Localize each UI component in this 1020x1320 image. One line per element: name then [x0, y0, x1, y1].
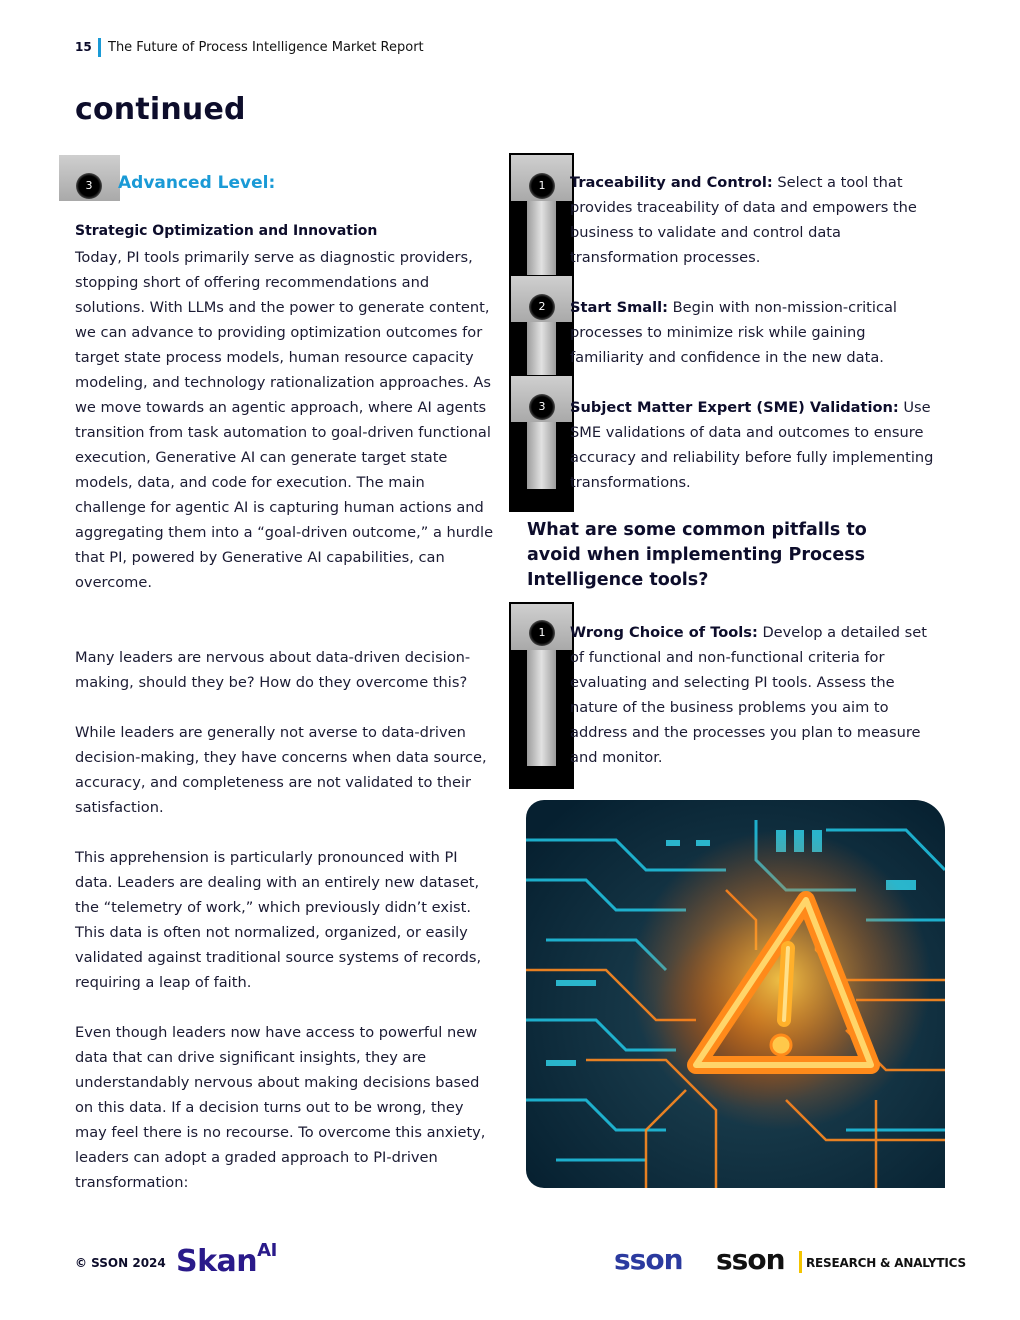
- list-item: [570, 620, 940, 770]
- list-number: 3: [529, 394, 555, 420]
- header-divider: [98, 38, 101, 57]
- warning-circuit-image: [526, 800, 945, 1188]
- level-badge: [59, 155, 120, 201]
- list-item-text: Select a tool that provides traceability of data and empowers the business to validate and control data transformation processes.: [570, 174, 917, 266]
- list-item-title: Subject Matter Expert (SME) Validation:: [570, 399, 899, 416]
- list-item-title: Start Small:: [570, 299, 668, 316]
- report-title: The Future of Process Intelligence Market Report: [108, 40, 424, 55]
- list-number: 1: [529, 620, 555, 646]
- number-tab: [511, 276, 572, 322]
- skan-logo: [176, 1240, 277, 1279]
- bar-segment: [527, 422, 556, 489]
- list-number: 1: [529, 173, 555, 199]
- numbered-list-bar: [509, 153, 574, 512]
- list-item-title: Traceability and Control:: [570, 174, 773, 191]
- list-item-text: Use SME validations of data and outcomes to ensure accuracy and reliability before fully implementing transformations.: [570, 399, 934, 491]
- list-item-title: Wrong Choice of Tools:: [570, 624, 758, 641]
- level-number: 3: [76, 173, 102, 199]
- list-item: [570, 295, 940, 370]
- bar-segment: [527, 199, 556, 275]
- section-title: Advanced Level:: [118, 173, 276, 193]
- list-item: [570, 395, 940, 495]
- copyright: © SSON 2024: [75, 1256, 166, 1270]
- bar-segment: [527, 322, 556, 375]
- sson-logo: sson: [614, 1243, 683, 1276]
- list-item-text: Develop a detailed set of functional and non-functional criteria for evaluating and selecting PI tools. Assess the nature of the business problems you aim to address and the processes you plan to measure and monitor.: [570, 624, 927, 766]
- number-tab: [511, 604, 572, 650]
- page-title: continued: [75, 92, 246, 127]
- subheading: Strategic Optimization and Innovation: [75, 223, 378, 239]
- question-heading: What are some common pitfalls to avoid when implementing Process Intelligence tools?: [527, 520, 867, 590]
- numbered-list-bar: [509, 602, 574, 789]
- paragraph-4: This apprehension is particularly pronounced with PI data. Leaders are dealing with an entirely new dataset, the “telemetry of work,” which previously didn’t exist. This data is often not normalized, organized, or easily validated against traditional source systems of records, requiring a leap of faith.: [75, 849, 482, 991]
- research-analytics-label: RESEARCH & ANALYTICS: [806, 1256, 966, 1270]
- list-item-text: Begin with non-mission-critical processes to minimize risk while gaining familiarity and confidence in the new data.: [570, 299, 897, 366]
- list-item: [570, 170, 940, 270]
- number-tab: [511, 376, 572, 422]
- sson-research-logo: sson: [716, 1243, 785, 1276]
- paragraph-1: Today, PI tools primarily serve as diagnostic providers, stopping short of offering recommendations and solutions. With LLMs and the power to generate content, we can advance to providing optimization outcomes for target state process models, human resource capacity modeling, and technology rationalization approaches. As we move towards an agentic approach, where AI agents transition from task automation to goal-driven functional execution, Generative AI can generate target state models, data, and code for execution. The main challenge for agentic AI is capturing human actions and aggregating them into a “goal-driven outcome,” a hurdle that PI, powered by Generative AI capabilities, can overcome.: [75, 249, 494, 591]
- paragraph-2: Many leaders are nervous about data-driven decision-making, should they be? How do they overcome this?: [75, 649, 471, 691]
- number-tab: [511, 155, 572, 201]
- warning-icon: [526, 800, 945, 1188]
- logo-divider: [799, 1251, 802, 1273]
- paragraph-3: While leaders are generally not averse to data-driven decision-making, they have concerns when data source, accuracy, and completeness are not validated to their satisfaction.: [75, 724, 487, 816]
- bar-segment: [527, 648, 556, 766]
- paragraph-5: Even though leaders now have access to powerful new data that can drive significant insights, they are understandably nervous about making decisions based on this data. If a decision turns out to be wrong, they may feel there is no recourse. To overcome this anxiety, leaders can adopt a graded approach to PI-driven transformation:: [75, 1024, 486, 1191]
- page-number: 15: [75, 40, 92, 54]
- skan-logo-ai: AI: [257, 1240, 277, 1261]
- list-number: 2: [529, 294, 555, 320]
- skan-logo-text: Skan: [176, 1244, 258, 1279]
